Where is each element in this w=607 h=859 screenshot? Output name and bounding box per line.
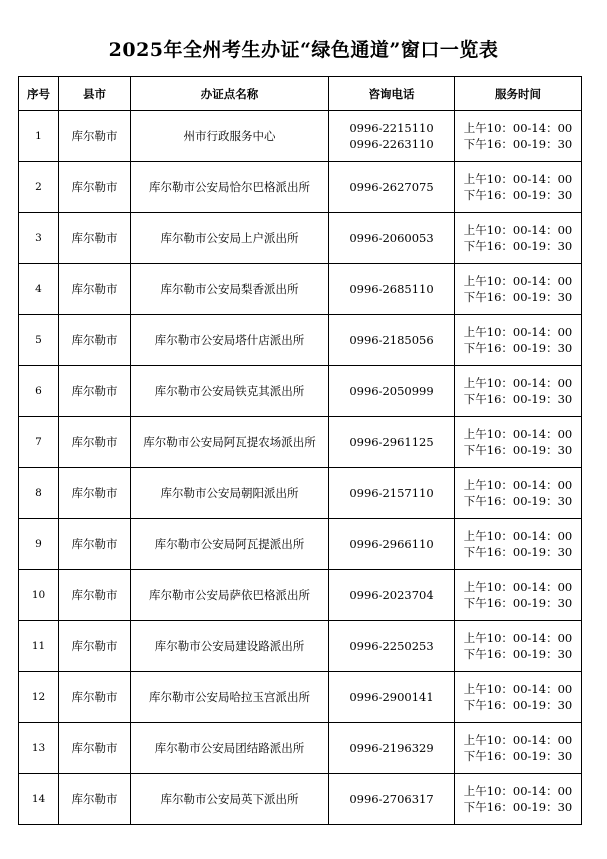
afternoon-hours: 下午16：00-19：30 <box>463 341 573 355</box>
header-service-hours: 服务时间 <box>455 77 582 111</box>
row-index: 13 <box>19 723 59 774</box>
morning-hours: 上午10：00-14：00 <box>463 682 573 696</box>
phone-number: 0996-2900141 <box>349 690 434 704</box>
row-service-hours <box>455 366 582 417</box>
afternoon-hours: 下午16：00-19：30 <box>463 749 573 763</box>
row-service-hours <box>455 774 582 825</box>
afternoon-hours: 下午16：00-19：30 <box>463 443 573 457</box>
row-county: 库尔勒市 <box>59 774 131 825</box>
row-index: 3 <box>19 213 59 264</box>
row-service-hours <box>455 213 582 264</box>
header-county: 县市 <box>59 77 131 111</box>
row-index: 10 <box>19 570 59 621</box>
morning-hours: 上午10：00-14：00 <box>463 478 573 492</box>
row-service-hours <box>455 315 582 366</box>
table-row <box>19 672 582 723</box>
row-office-name: 库尔勒市公安局阿瓦提农场派出所 <box>131 417 329 468</box>
afternoon-hours: 下午16：00-19：30 <box>463 800 573 814</box>
table-row <box>19 366 582 417</box>
row-county: 库尔勒市 <box>59 264 131 315</box>
row-service-hours <box>455 621 582 672</box>
phone-number: 0996-2023704 <box>349 588 434 602</box>
morning-hours: 上午10：00-14：00 <box>463 529 573 543</box>
row-county: 库尔勒市 <box>59 723 131 774</box>
row-office-name: 库尔勒市公安局哈拉玉宫派出所 <box>131 672 329 723</box>
row-service-hours <box>455 519 582 570</box>
row-index: 1 <box>19 111 59 162</box>
row-index: 7 <box>19 417 59 468</box>
row-index: 11 <box>19 621 59 672</box>
row-phone <box>329 723 455 774</box>
table-row <box>19 723 582 774</box>
row-phone <box>329 468 455 519</box>
afternoon-hours: 下午16：00-19：30 <box>463 137 573 151</box>
phone-number: 0996-2263110 <box>349 137 434 151</box>
row-phone <box>329 213 455 264</box>
morning-hours: 上午10：00-14：00 <box>463 784 573 798</box>
morning-hours: 上午10：00-14：00 <box>463 325 573 339</box>
row-office-name: 库尔勒市公安局恰尔巴格派出所 <box>131 162 329 213</box>
row-phone <box>329 621 455 672</box>
row-service-hours <box>455 672 582 723</box>
row-service-hours <box>455 264 582 315</box>
row-phone <box>329 315 455 366</box>
table-body <box>19 111 582 825</box>
header-phone: 咨询电话 <box>329 77 455 111</box>
row-phone <box>329 162 455 213</box>
row-county: 库尔勒市 <box>59 213 131 264</box>
row-index: 4 <box>19 264 59 315</box>
table-row <box>19 621 582 672</box>
row-office-name: 库尔勒市公安局建设路派出所 <box>131 621 329 672</box>
row-phone <box>329 111 455 162</box>
afternoon-hours: 下午16：00-19：30 <box>463 545 573 559</box>
row-phone <box>329 519 455 570</box>
row-county: 库尔勒市 <box>59 162 131 213</box>
row-office-name: 库尔勒市公安局萨依巴格派出所 <box>131 570 329 621</box>
phone-number: 0996-2060053 <box>349 231 434 245</box>
table-row <box>19 774 582 825</box>
table-row <box>19 162 582 213</box>
morning-hours: 上午10：00-14：00 <box>463 376 573 390</box>
header-office-name: 办证点名称 <box>131 77 329 111</box>
afternoon-hours: 下午16：00-19：30 <box>463 392 573 406</box>
row-index: 6 <box>19 366 59 417</box>
row-county: 库尔勒市 <box>59 672 131 723</box>
table-row <box>19 264 582 315</box>
row-phone <box>329 417 455 468</box>
morning-hours: 上午10：00-14：00 <box>463 223 573 237</box>
table-row <box>19 315 582 366</box>
row-service-hours <box>455 468 582 519</box>
table-row <box>19 213 582 264</box>
row-index: 2 <box>19 162 59 213</box>
phone-number: 0996-2627075 <box>349 180 434 194</box>
phone-number: 0996-2685110 <box>349 282 434 296</box>
afternoon-hours: 下午16：00-19：30 <box>463 647 573 661</box>
table-row <box>19 468 582 519</box>
header-index: 序号 <box>19 77 59 111</box>
row-service-hours <box>455 570 582 621</box>
row-office-name: 库尔勒市公安局团结路派出所 <box>131 723 329 774</box>
page-title: 2025年全州考生办证“绿色通道”窗口一览表 <box>108 39 499 61</box>
afternoon-hours: 下午16：00-19：30 <box>463 290 573 304</box>
row-office-name: 库尔勒市公安局塔什店派出所 <box>131 315 329 366</box>
row-index: 9 <box>19 519 59 570</box>
morning-hours: 上午10：00-14：00 <box>463 274 573 288</box>
morning-hours: 上午10：00-14：00 <box>463 427 573 441</box>
row-index: 8 <box>19 468 59 519</box>
row-service-hours <box>455 111 582 162</box>
phone-number: 0996-2250253 <box>349 639 434 653</box>
row-phone <box>329 672 455 723</box>
phone-number: 0996-2215110 <box>349 121 434 135</box>
phone-number: 0996-2050999 <box>349 384 434 398</box>
row-index: 14 <box>19 774 59 825</box>
phone-number: 0996-2961125 <box>349 435 434 449</box>
row-phone <box>329 570 455 621</box>
row-office-name: 州市行政服务中心 <box>131 111 329 162</box>
phone-number: 0996-2157110 <box>349 486 434 500</box>
row-county: 库尔勒市 <box>59 111 131 162</box>
table-row <box>19 570 582 621</box>
row-service-hours <box>455 162 582 213</box>
row-county: 库尔勒市 <box>59 468 131 519</box>
row-index: 5 <box>19 315 59 366</box>
row-office-name: 库尔勒市公安局梨香派出所 <box>131 264 329 315</box>
afternoon-hours: 下午16：00-19：30 <box>463 596 573 610</box>
phone-number: 0996-2706317 <box>349 792 434 806</box>
row-county: 库尔勒市 <box>59 519 131 570</box>
morning-hours: 上午10：00-14：00 <box>463 631 573 645</box>
afternoon-hours: 下午16：00-19：30 <box>463 239 573 253</box>
afternoon-hours: 下午16：00-19：30 <box>463 494 573 508</box>
row-office-name: 库尔勒市公安局英下派出所 <box>131 774 329 825</box>
row-phone <box>329 366 455 417</box>
morning-hours: 上午10：00-14：00 <box>463 172 573 186</box>
row-county: 库尔勒市 <box>59 570 131 621</box>
morning-hours: 上午10：00-14：00 <box>463 733 573 747</box>
phone-number: 0996-2185056 <box>349 333 434 347</box>
row-office-name: 库尔勒市公安局朝阳派出所 <box>131 468 329 519</box>
table-row <box>19 519 582 570</box>
morning-hours: 上午10：00-14：00 <box>463 121 573 135</box>
row-index: 12 <box>19 672 59 723</box>
phone-number: 0996-2196329 <box>349 741 434 755</box>
afternoon-hours: 下午16：00-19：30 <box>463 188 573 202</box>
row-phone <box>329 774 455 825</box>
row-county: 库尔勒市 <box>59 621 131 672</box>
row-county: 库尔勒市 <box>59 315 131 366</box>
afternoon-hours: 下午16：00-19：30 <box>463 698 573 712</box>
row-office-name: 库尔勒市公安局铁克其派出所 <box>131 366 329 417</box>
windows-table <box>18 76 582 825</box>
row-service-hours <box>455 417 582 468</box>
row-county: 库尔勒市 <box>59 366 131 417</box>
phone-number: 0996-2966110 <box>349 537 434 551</box>
morning-hours: 上午10：00-14：00 <box>463 580 573 594</box>
table-row <box>19 417 582 468</box>
row-phone <box>329 264 455 315</box>
table-header-row <box>19 77 582 111</box>
row-office-name: 库尔勒市公安局阿瓦提派出所 <box>131 519 329 570</box>
row-office-name: 库尔勒市公安局上户派出所 <box>131 213 329 264</box>
row-service-hours <box>455 723 582 774</box>
row-county: 库尔勒市 <box>59 417 131 468</box>
table-row <box>19 111 582 162</box>
